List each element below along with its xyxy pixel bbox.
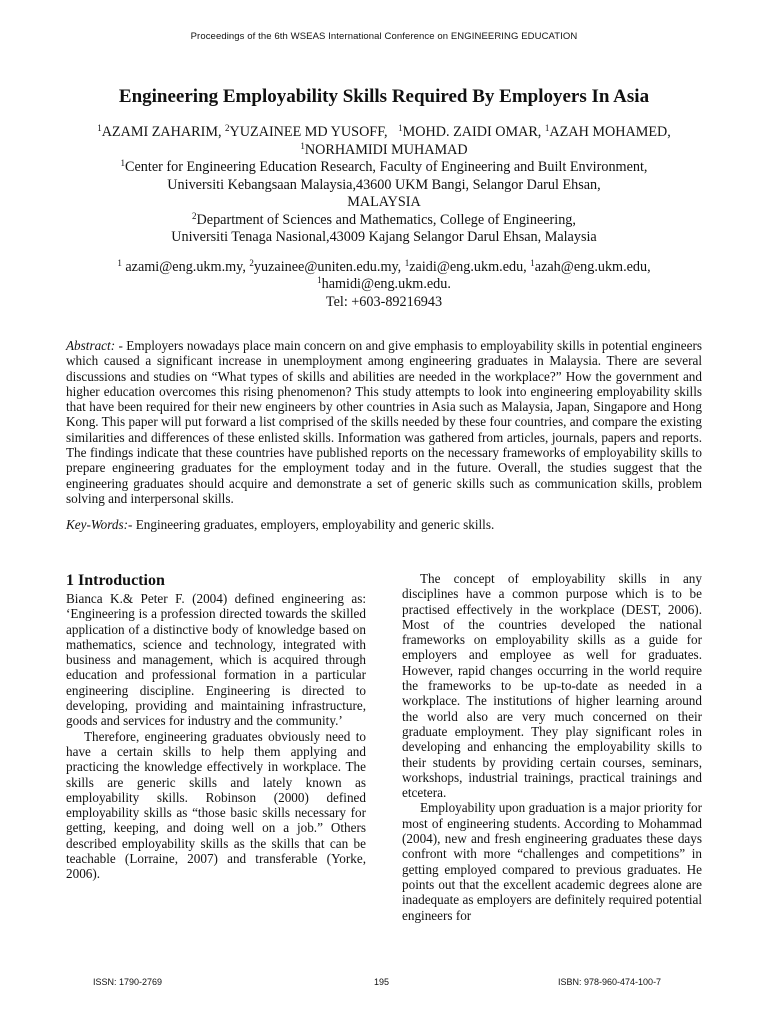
email-address: hamidi@eng.ukm.edu.	[321, 276, 451, 292]
footer-isbn: ISBN: 978-960-474-100-7	[558, 977, 662, 987]
keywords-label: Key-Words:	[66, 517, 129, 533]
body-paragraph: Therefore, engineering graduates obviously need to have a certain skills to help them applying and practicing the knowledge effectively in workplace. The skills are generic skills and lately known as employability skills. Robinson (2000) defined employability skills as “those basic skills necessary for getting, keeping, and doing well on a job.” Others described employability skills as the skills that can be teachable (Lorraine, 2007) and transferable (Yorke, 2006).	[66, 728, 366, 882]
affiliation-1: $^1$Center for Engineering Education Research, Faculty of Engineering and Built Environment, Universiti Kebangsaan Malaysia,43600 UKM Bangi, Selangor Darul Ehsan, MALAYSIA	[120, 158, 648, 210]
left-column	[66, 571, 366, 882]
abstract-label: Abstract:	[66, 338, 116, 353]
body-paragraph: Employability upon graduation is a major priority for most of engineering students. According to Mohammad (2004), new and fresh engineering graduates these days confront with more “challenges and competitions” in getting employed compared to previous graduates. He points out that the excellent academic degrees alone are inadequate as employers are definitely required potential engineers for	[402, 800, 702, 923]
telephone: Tel: +603-89216943	[325, 293, 443, 310]
front-matter	[40, 124, 728, 311]
author-name: MOHD. ZAIDI OMAR,	[402, 124, 545, 140]
author-line-2: $^1$NORHAMIDI MUHAMAD	[300, 140, 468, 158]
page-footer	[0, 977, 768, 991]
author-name: NORHAMIDI MUHAMAD	[304, 141, 468, 158]
email-line: $^1$ azami@eng.ukm.my, $^2$yuzainee@uniten.edu.my, $^1$zaidi@eng.ukm.edu, $^1$azah@eng.ukm.edu,	[117, 257, 651, 275]
footer-issn: ISSN: 1790-2769	[93, 977, 163, 987]
section-heading-introduction: 1 Introduction	[66, 572, 165, 589]
email-address: azah@eng.ukm.edu,	[534, 258, 651, 275]
body-paragraph: Bianca K.& Peter F. (2004) defined engineering as: ‘Engineering is a profession directed towards the skilled application of a distinctive body of knowledge based on mathematics, science and technology, integrated with business and management, which is acquired through education and professional formation in a particular engineering discipline. Engineering is directed to developing, providing and maintaining infrastructure, goods and services for industry and the community.’	[66, 591, 366, 729]
abstract-section	[66, 338, 702, 533]
affiliation-2: $^2$Department of Sciences and Mathematics, College of Engineering, Universiti Tenaga Nasional,43009 Kajang Selangor Darul Ehsan, Malaysia	[171, 210, 597, 245]
page-number: 195	[374, 977, 390, 987]
email-address: azami@eng.ukm.my,	[121, 258, 250, 275]
abstract-text: - Employers nowadays place main concern on and give emphasis to employability skills in potential engineers which caused a significant increase in unemployment among engineering graduates in Malaysia. There are several discussions and studies on “What types of skills and abilities are needed in the workplace?” How the government and higher education overcomes this rising phenomenon? This study attempts to look into engineering employability skills that have been required for their new engineers by other countries in Asia such as Malaysia, Japan, Singapore and Hong Kong. This paper will put forward a list comprised of the skills needed by these four countries, and compare the existing similarities and differences of these enlisted skills. Information was gathered from articles, journals, papers and reports. The findings indicate that these countries have published reports on the necessary frameworks of employability skills to prepare engineering graduates for the employment today and in the future. Overall, the studies suggest that the engineering graduates should acquire and demonstrate a set of generic skills such as communication skills, problem solving and interpersonal skills.	[66, 338, 702, 506]
body-paragraph: The concept of employability skills in any disciplines have a common purpose which is to be practised effectively in the workplace (DEST, 2006). Most of the countries developed the national frameworks on employability skills as a guide for employers and employee as well for graduates. However, rapid changes occurring in the world require the frameworks to be up-to-date as needed in a workplace. The institutions of higher learning around the world also are very much concerned on their graduate employment. They play significant roles in developing and enhancing the employability skills to their students by providing certain courses, seminars, workshops, industrial trainings, practical trainings and etcetera.	[402, 571, 702, 801]
email-address: yuzainee@uniten.edu.my,	[253, 258, 405, 275]
author-name: AZAH MOHAMED,	[549, 124, 671, 140]
email-line-2: $^1$hamidi@eng.ukm.edu.	[317, 275, 451, 292]
abstract-paragraph	[66, 338, 702, 506]
right-column	[402, 571, 702, 923]
author-name: YUZAINEE MD YUSOFF,	[229, 124, 388, 140]
email-address: zaidi@eng.ukm.edu,	[409, 258, 531, 275]
keywords-text: - Engineering graduates, employers, employability and generic skills.	[128, 517, 495, 533]
author-name: AZAMI ZAHARIM,	[101, 124, 226, 140]
paper-title: Engineering Employability Skills Required By Employers In Asia	[118, 86, 650, 107]
keywords-paragraph	[66, 517, 702, 532]
author-line-1: $^1$AZAMI ZAHARIM, $^2$YUZAINEE MD YUSOFF, $^1$MOHD. ZAIDI OMAR, $^1$AZAH MOHAMED,	[97, 123, 671, 140]
running-head: Proceedings of the 6th WSEAS International Conference on ENGINEERING EDUCATION	[190, 31, 578, 42]
